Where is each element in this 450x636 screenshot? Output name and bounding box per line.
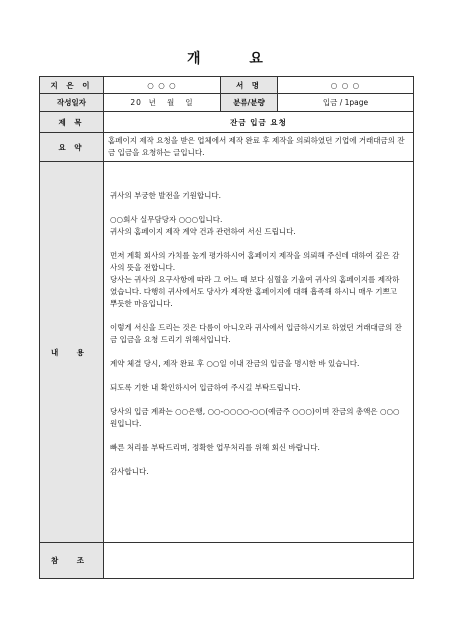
content-paragraph: 먼저 계획 회사의 가치를 높게 평가하시어 홈페이지 제작을 의뢰해 주신데 대하여 깊은 감사의 뜻을 전합니다. — [110, 251, 400, 272]
overview-form — [39, 76, 414, 579]
content-paragraph: 당사의 입금 계좌는 ○○은행, ○○-○○○○-○○(예금주 ○○○)이며 잔금의 총액은 ○○○원입니다. — [110, 407, 400, 428]
subject-value[interactable]: 잔금 입금 요청 — [104, 112, 414, 133]
content-paragraph: 빠른 처리를 부탁드리며, 정확한 업무처리를 위해 회신 바랍니다. — [110, 443, 320, 452]
date-row — [40, 94, 414, 112]
content-paragraph: 귀사의 홈페이지 제작 계약 건과 관련하여 서신 드립니다. — [110, 227, 296, 236]
author-row — [40, 77, 414, 94]
signature-label: 서 명 — [221, 77, 278, 94]
content-paragraph: 당사는 귀사의 요구사항에 따라 그 어느 때 보다 심혈을 기울여 귀사의 홈페이지를 제작하였습니다. 다행히 귀사에서도 당사가 제작한 홈페이지에 대해 흡족해 하시니 매우 기쁘고 뿌듯한 마음입니다. — [110, 275, 400, 308]
content-paragraph: 감사합니다. — [110, 467, 149, 476]
document-title: 개 요 — [187, 51, 285, 67]
content-paragraph: 계약 체결 당시, 제작 완료 후 ○○일 이내 잔금의 입금을 명시한 바 있습니다. — [110, 359, 360, 368]
content-paragraph: 이렇게 서신을 드리는 것은 다름이 아니오라 귀사에서 입금하시기로 하였던 거래대금의 잔금 입금을 요청 드리기 위해서입니다. — [110, 323, 402, 344]
summary-row — [40, 133, 414, 162]
content-label: 내 용 — [40, 162, 104, 543]
subject-row — [40, 112, 414, 133]
summary-text[interactable]: 홈페이지 제작 요청을 받은 업체에서 제작 완료 후 제작을 의뢰하였던 기업에 거래대금의 잔금 입금을 요청하는 글입니다. — [104, 133, 414, 162]
summary-label: 요 약 — [40, 133, 104, 162]
signature-value[interactable]: ○ ○ ○ — [278, 77, 414, 94]
author-label: 지 은 이 — [40, 77, 104, 94]
category-value[interactable]: 입금 / 1page — [278, 94, 414, 112]
subject-label: 제 목 — [40, 112, 104, 133]
reference-label: 참 조 — [40, 543, 104, 579]
date-label: 작성일자 — [40, 94, 104, 112]
content-body[interactable] — [104, 162, 414, 543]
date-value[interactable]: 20 년 월 일 — [104, 94, 221, 112]
author-value[interactable]: ○ ○ ○ — [104, 77, 221, 94]
reference-row — [40, 543, 414, 579]
content-row — [40, 162, 414, 543]
content-paragraph: ○○회사 실무담당자 ○○○입니다. — [110, 215, 223, 224]
content-paragraph: 귀사의 부궁한 발전을 기원합니다. — [110, 191, 221, 200]
content-paragraph: 되도록 기한 내 확인하시어 입금하여 주시길 부탁드립니다. — [110, 383, 301, 392]
reference-value[interactable] — [104, 543, 414, 579]
category-label: 분류/분량 — [221, 94, 278, 112]
